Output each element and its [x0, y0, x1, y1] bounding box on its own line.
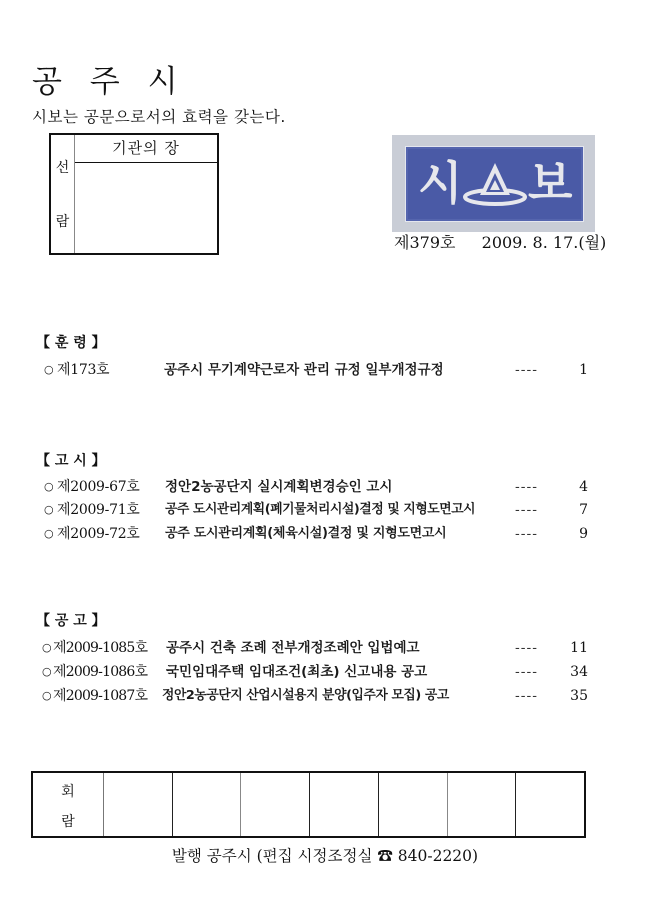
review-side-label-top: 선: [55, 160, 70, 176]
bullet-icon: ○: [44, 363, 54, 376]
entry-title[interactable]: 정안2농공단지 실시계획변경승인 고시: [165, 479, 393, 495]
entry-title[interactable]: 정안2농공단지 산업시설용지 분양(입주자 모집) 공고: [162, 688, 449, 703]
toc-entry[interactable]: [0, 358, 650, 382]
document-subtitle: 시보는 공문으로서의 효력을 갖는다.: [32, 108, 286, 126]
review-signature-area[interactable]: [75, 163, 217, 253]
toc-entry[interactable]: [0, 684, 650, 708]
circulation-sign-cell[interactable]: [379, 773, 448, 836]
circulation-sign-cell[interactable]: [448, 773, 517, 836]
circulation-sign-cell[interactable]: [310, 773, 379, 836]
section-heading-announcement: 【 공 고 】: [36, 613, 106, 629]
entry-page: 7: [579, 502, 588, 518]
circulation-label-top: 회: [61, 784, 75, 800]
publisher-footer: 발행 공주시 (편집 시정조정실 ☎ 840-2220): [171, 847, 479, 865]
review-header-label: 기관의 장: [75, 135, 217, 163]
entry-page: 34: [570, 664, 588, 680]
logo-panel: [405, 146, 584, 222]
entry-page: 11: [570, 640, 588, 656]
entry-title[interactable]: 공주 도시관리계획(폐기물처리시설)결정 및 지형도면고시: [165, 502, 476, 517]
toc-entry[interactable]: [0, 498, 650, 522]
bullet-icon: ○: [44, 503, 54, 516]
review-box: [49, 133, 219, 255]
document-title: 공 주 시: [32, 64, 187, 100]
review-side-column: [51, 135, 75, 253]
bullet-icon: ○: [42, 665, 52, 678]
review-side-label-bottom: 람: [55, 214, 70, 230]
entry-page: 9: [579, 526, 588, 542]
issue-line: [394, 232, 606, 254]
circulation-label-bottom: 람: [61, 814, 75, 830]
entry-title[interactable]: 공주시 건축 조례 전부개정조례안 입법예고: [166, 640, 420, 656]
issue-date: 2009. 8. 17.(월): [481, 233, 607, 252]
section-heading-directive: 【 훈 령 】: [36, 335, 106, 351]
entry-leader: ----: [515, 664, 538, 680]
entry-leader: ----: [515, 362, 538, 378]
gazette-logo: [392, 135, 595, 232]
bullet-icon: ○: [42, 689, 52, 702]
entry-leader: ----: [515, 479, 538, 495]
entry-page: 4: [579, 479, 588, 495]
entry-leader: ----: [515, 526, 538, 542]
toc-entry[interactable]: [0, 660, 650, 684]
entry-number: 제2009-67호: [57, 479, 140, 495]
circulation-sign-cell[interactable]: [104, 773, 173, 836]
entry-title[interactable]: 공주 도시관리계획(체육시설)결정 및 지형도면고시: [165, 526, 447, 541]
entry-number: 제2009-1086호: [53, 664, 148, 680]
circulation-label-cell: [33, 773, 104, 836]
entry-number: 제2009-71호: [57, 502, 140, 518]
entry-title[interactable]: 공주시 무기계약근로자 관리 규정 일부개정규정: [164, 362, 444, 378]
entry-number: 제2009-1085호: [53, 640, 148, 656]
entry-number: 제2009-1087호: [53, 688, 148, 704]
logo-char-right: 보: [528, 156, 573, 210]
entry-page: 1: [579, 362, 588, 378]
circulation-sign-cell[interactable]: [173, 773, 242, 836]
circulation-table: [31, 771, 586, 838]
mountain-water-emblem-icon: [462, 159, 528, 209]
circulation-sign-cell[interactable]: [516, 773, 584, 836]
bullet-icon: ○: [44, 527, 54, 540]
bullet-icon: ○: [44, 480, 54, 493]
entry-page: 35: [570, 688, 588, 704]
entry-number: 제2009-72호: [57, 526, 140, 542]
toc-entry[interactable]: [0, 636, 650, 660]
issue-number: 제379호: [394, 233, 456, 252]
section-heading-notice: 【 고 시 】: [36, 453, 106, 469]
entry-leader: ----: [515, 688, 538, 704]
bullet-icon: ○: [42, 641, 52, 654]
entry-title[interactable]: 국민임대주택 임대조건(최초) 신고내용 공고: [166, 664, 428, 680]
entry-leader: ----: [515, 640, 538, 656]
toc-entry[interactable]: [0, 522, 650, 546]
toc-entry[interactable]: [0, 475, 650, 499]
entry-leader: ----: [515, 502, 538, 518]
circulation-sign-cell[interactable]: [241, 773, 310, 836]
entry-number: 제173호: [57, 362, 110, 378]
logo-char-left: 시: [418, 156, 463, 210]
